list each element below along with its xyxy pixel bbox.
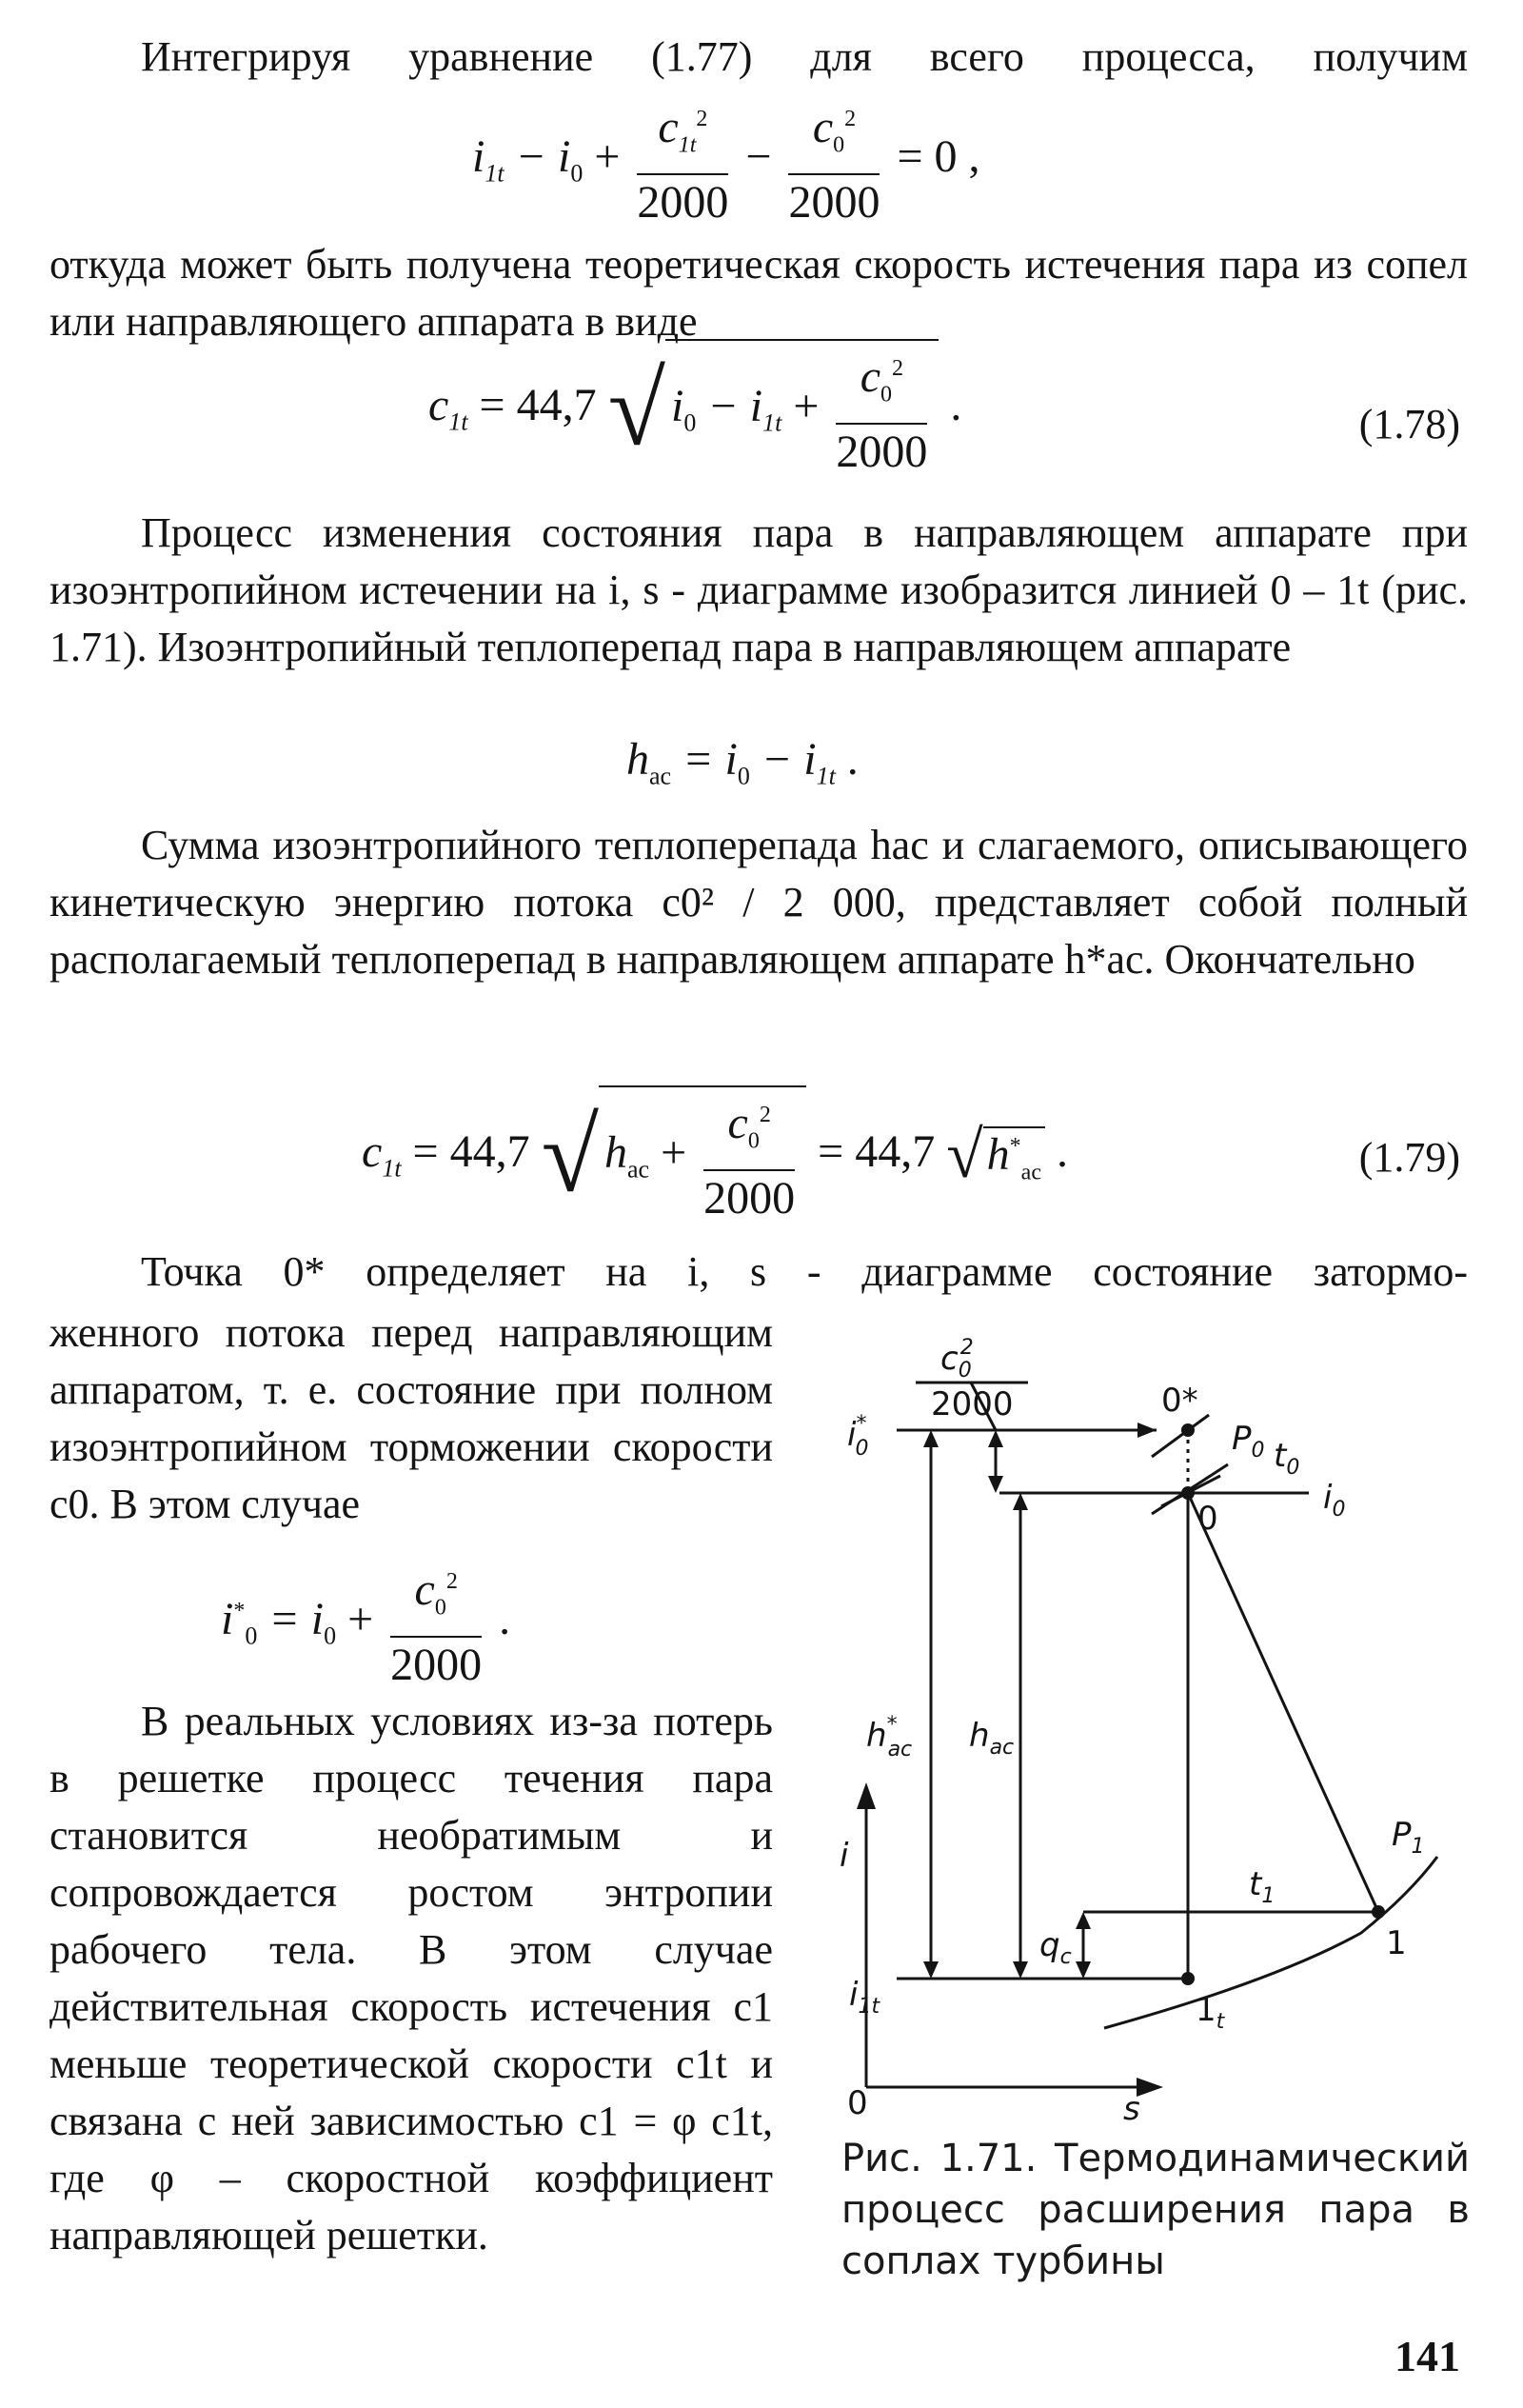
fig-label-i-axis: i bbox=[840, 1837, 849, 1875]
point-0 bbox=[1181, 1486, 1195, 1500]
fig-label-t0: $t_0$ bbox=[1274, 1437, 1300, 1480]
fig-label-1: 1 bbox=[1386, 1924, 1407, 1962]
point-1t bbox=[1181, 1972, 1195, 1985]
fig-label-t1: $t_1$ bbox=[1249, 1865, 1276, 1908]
point-1 bbox=[1372, 1905, 1385, 1919]
isobar-p0-star bbox=[1152, 1415, 1209, 1457]
paragraph-real-conditions: В реальных условиях из-за потерь в решетке процесс течения пара становится необратимым и сопровождается ростом энтропии рабочего тела. В этом случае действительная скорость истечения c1 меньше теоретической скорости c1t и связана с ней зависимостью c1 = φ c1t, где φ – скоростной коэффициент направляющей решетки. bbox=[49, 1698, 773, 2259]
fig-label-i1t: $i_{1t}$ bbox=[849, 1976, 880, 2019]
paragraph-process: Процесс изменения состояния пара в направляющем аппарате при изоэнтропийном истечении на i, s - диаграмме изобразится линией 0 – 1t (рис. 1.71). Изоэнтропийный теплоперепад пара в направляющем аппарате bbox=[49, 509, 1468, 670]
equation-number-1-78: (1.78) bbox=[1358, 401, 1460, 448]
intro-line: Интегрируя уравнение (1.77) для всего процесса, получим bbox=[141, 33, 1468, 80]
fraction-c1t: $\frac{c_{1t}^2}{2000}$ bbox=[637, 91, 728, 230]
fig-frac-num: $c_02$ bbox=[940, 1336, 974, 1383]
page-number: 141 bbox=[1394, 2332, 1460, 2380]
paragraph-sum: Сумма изоэнтропийного теплоперепада hас и слагаемого, описывающего кинетическую энергию потока c0² / 2 000, представляет собой полный располагаемый теплоперепад в направляющем аппарате h*ас. Окончательно bbox=[49, 822, 1468, 983]
equation-hac: $h_{ас} = i_0 - i_{1t}$ . bbox=[626, 734, 859, 790]
fig-label-origin: 0 bbox=[847, 2084, 868, 2122]
fig-label-0: 0 bbox=[1197, 1500, 1218, 1538]
fig-label-i0-star: i* 0 bbox=[847, 1412, 869, 1461]
paragraph-point-zero-star: Точка 0* определяет на i, s - диаграмме состояние затормо- bbox=[141, 1248, 1468, 1295]
fig-label-i0: $i_0$ bbox=[1323, 1479, 1346, 1522]
sqrt-symbol: √ bbox=[607, 350, 665, 468]
fig-label-1t: $1_t$ bbox=[1196, 1991, 1225, 2034]
figure-caption: Рис. 1.71. Термодинамический процесс расширения пара в соплах турбины bbox=[841, 2137, 1470, 2283]
equation-i0-star: $i^*_0 = i_0$ + $\frac{c_0^2}{2000}$ . bbox=[221, 1554, 510, 1693]
fig-label-p1: $P_1$ bbox=[1392, 1816, 1425, 1859]
fig-label-hstar-ac: h* ас bbox=[866, 1713, 913, 1761]
equation-number-1-79: (1.79) bbox=[1358, 1134, 1460, 1181]
paragraph-stagnation: женного потока перед направляющим аппаратом, т. е. состояние при полном изоэнтропийном торможении скорости c0. В этом случае bbox=[49, 1309, 773, 1527]
equation-energy: $i_{1t} - i_0$ + $\frac{c_{1t}^2}{2000}$ − $\frac{c_0^2}{2000}$ = 0 , bbox=[472, 91, 980, 230]
fraction-c0: $\frac{c_0^2}{2000}$ bbox=[788, 91, 880, 230]
paragraph-theoretical-velocity: откуда может быть получена теоретическая скорость истечения пара из сопел или направляющего аппарата в виде bbox=[49, 241, 1468, 345]
figure-is-diagram bbox=[828, 1323, 1485, 2123]
fig-label-qc: $q_c$ bbox=[1039, 1926, 1072, 1969]
sqrt-symbol: √ bbox=[946, 1118, 983, 1192]
line-process-0-1 bbox=[1188, 1493, 1378, 1912]
fig-frac-den: 2000 bbox=[931, 1385, 1014, 1423]
fig-label-p0: $P_0$ bbox=[1232, 1420, 1265, 1463]
fig-label-hac: $h_{ас}$ bbox=[969, 1717, 1015, 1760]
sqrt-symbol: √ bbox=[541, 1097, 599, 1214]
fig-label-s-axis: s bbox=[1123, 2090, 1140, 2123]
equation-1-78: $c_{1t} = 44,7$ √ $i_0 - i_{1t}$ + $\frac{c_0^2}{2000}$ . bbox=[428, 339, 961, 480]
equation-1-79: $c_{1t} = 44,7$ √ $h_{ас}$ + $\frac{c_0^2}{2000}$ = 44,7 $√h^*_{ас}$ . bbox=[362, 1085, 1068, 1226]
point-0-star bbox=[1181, 1423, 1195, 1437]
fig-label-0-star: 0* bbox=[1161, 1382, 1198, 1420]
